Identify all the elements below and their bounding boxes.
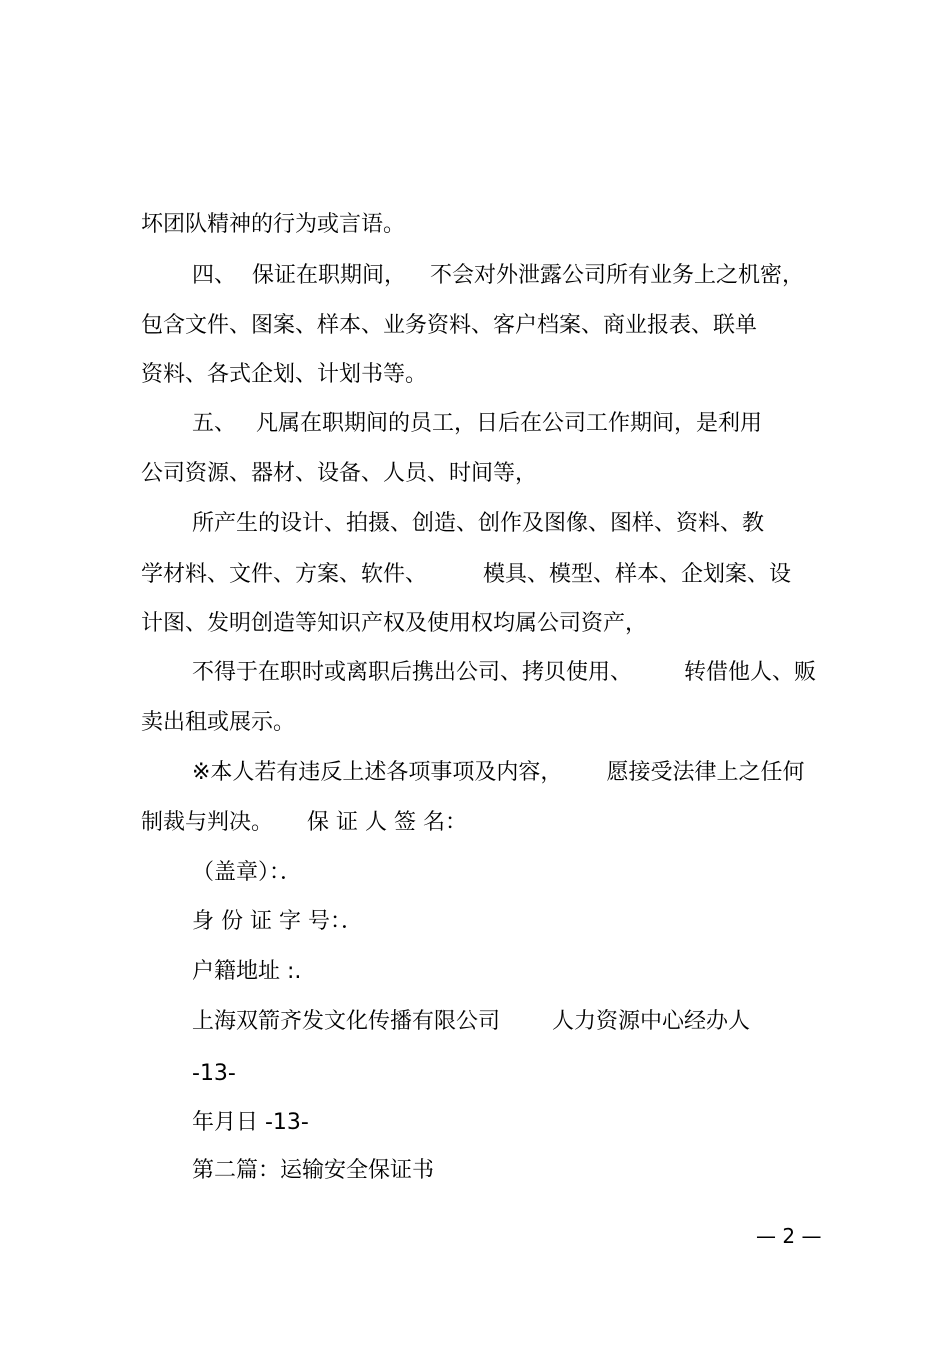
page-number: — 2 — — [756, 1224, 822, 1248]
line-text: 四、 — [192, 263, 237, 288]
line-text: 户籍地址 :. — [192, 959, 302, 984]
line-text: 第二篇：运输安全保证书 — [192, 1158, 435, 1183]
line-text: 五、 — [192, 411, 237, 436]
company-name: 上海双箭齐发文化传播有限公司 — [192, 1009, 501, 1034]
line-text: 坏团队精神的行为或言语。 — [141, 212, 406, 237]
line-text: 不得于在职时或离职后携出公司、拷贝使用、 — [192, 660, 633, 685]
line-text: （盖章）：． — [192, 860, 303, 885]
line-text: 公司资源、器材、设备、人员、时间等， — [141, 461, 538, 486]
line-text: 卖出租或展示。 — [141, 710, 296, 735]
line-text: 资料、各式企划、计划书等。 — [141, 362, 428, 387]
line-text: 计图、发明创造等知识产权及使用权均属公司资产， — [141, 611, 648, 636]
line-text: 转借他人、贩 — [684, 660, 817, 685]
line-text: 凡属在职期间的员工，日后在公司工作期间，是利用 — [256, 411, 763, 436]
section-heading — [178, 1126, 434, 1186]
line-text: 身 份 证 字 号：． — [192, 909, 363, 934]
line-text: 学材料、文件、方案、软件、 — [141, 562, 428, 587]
line-text: 制裁与判决。 — [141, 810, 274, 835]
line-text: 不会对外泄露公司所有业务上之机密， — [430, 263, 805, 288]
line-text: ※本人若有违反上述各项事项及内容， — [192, 760, 563, 785]
company-line — [178, 977, 750, 1037]
signature-label: 保 证 人 签 名： — [307, 810, 467, 835]
line-text: 年月日 -13- — [192, 1110, 309, 1135]
line-text: 愿接受法律上之任何 — [606, 760, 805, 785]
line-text: 模具、模型、样本、企划案、设 — [483, 562, 792, 587]
line-text: 保证在职期间， — [252, 263, 407, 288]
line-text: 包含文件、图案、样本、业务资料、客户档案、商业报表、联单 — [141, 313, 758, 338]
line-text: 所产生的设计、拍摄、创造、创作及图像、图样、资料、教 — [192, 511, 765, 536]
line-text: -13- — [192, 1061, 236, 1086]
line-text: 人力资源中心经办人 — [552, 1009, 751, 1034]
